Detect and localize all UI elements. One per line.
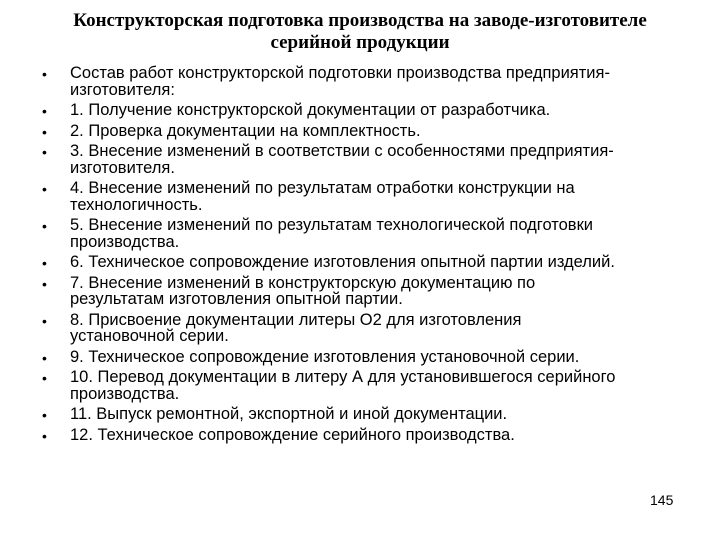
- list-item-4: [0, 180, 710, 213]
- list-item-6: [0, 254, 710, 271]
- list-item-line: Состав работ конструкторской подготовки производства предприятия-: [70, 64, 610, 82]
- bullet-icon: •: [42, 218, 47, 235]
- list-item-8: [0, 312, 710, 345]
- list-item-line: технологичность.: [70, 195, 203, 214]
- list-item-line: результатам изготовления опытной партии.: [70, 290, 403, 309]
- bullet-icon: •: [42, 275, 47, 292]
- bullet-icon: •: [42, 312, 47, 329]
- list-item-10: [0, 369, 710, 402]
- bullet-icon: •: [42, 349, 47, 366]
- list-item-line: 5. Внесение изменений по результатам технологической подготовки: [70, 216, 594, 235]
- list-item-line: 3. Внесение изменений в соответствии с особенностями предприятия-: [70, 142, 614, 161]
- list-item-line: производства.: [70, 232, 180, 251]
- list-item-3: [0, 143, 710, 176]
- list-item-line: 7. Внесение изменений в конструкторскую документацию по: [70, 273, 536, 292]
- list-item-line: 8. Присвоение документации литеры О2 для изготовления: [70, 310, 522, 329]
- bullet-icon: •: [42, 66, 47, 82]
- list-item-5: [0, 217, 710, 250]
- page-number: 145: [650, 492, 674, 508]
- list-item-line: изготовителя.: [70, 158, 175, 177]
- list-item-line: 6. Техническое сопровождение изготовления опытной партии изделий.: [70, 253, 615, 272]
- list-item-line: 10. Перевод документации в литеру А для установившегося серийного: [70, 368, 616, 387]
- list-item-11: [0, 406, 710, 423]
- list-item-intro: [0, 65, 710, 98]
- bullet-icon: •: [42, 123, 47, 140]
- list-item-1: [0, 102, 710, 119]
- list-item-line: 4. Внесение изменений по результатам отработки конструкции на: [70, 179, 575, 198]
- list-item-line: 9. Техническое сопровождение изготовления установочной серии.: [70, 347, 580, 366]
- list-item-line: 11. Выпуск ремонтной, экспортной и иной документации.: [70, 405, 508, 424]
- slide-title: [40, 10, 680, 54]
- bullet-icon: •: [42, 370, 47, 387]
- title-line-2: серийной продукции: [270, 32, 450, 53]
- title-line-1: Конструкторская подготовка производства на заводе-изготовителе: [73, 10, 647, 31]
- bullet-icon: •: [42, 181, 47, 198]
- bullet-icon: •: [42, 407, 47, 424]
- list-item-line: 2. Проверка документации на комплектность.: [70, 121, 421, 140]
- list-item-12: [0, 427, 710, 444]
- list-item-line: установочной серии.: [70, 327, 229, 346]
- list-item-9: [0, 349, 710, 366]
- list-item-2: [0, 123, 710, 140]
- bullet-icon: •: [42, 103, 47, 120]
- bullet-icon: •: [42, 144, 47, 161]
- list-item-line: 12. Техническое сопровождение серийного производства.: [70, 425, 515, 444]
- list-item-line: производства.: [70, 385, 180, 403]
- list-item-line: изготовителя:: [70, 80, 175, 99]
- bullet-icon: •: [42, 255, 47, 272]
- bullet-icon: •: [42, 427, 47, 444]
- list-item-7: [0, 275, 710, 308]
- list-item-line: 1. Получение конструкторской документации от разработчика.: [70, 101, 551, 120]
- bullet-list: [0, 65, 710, 444]
